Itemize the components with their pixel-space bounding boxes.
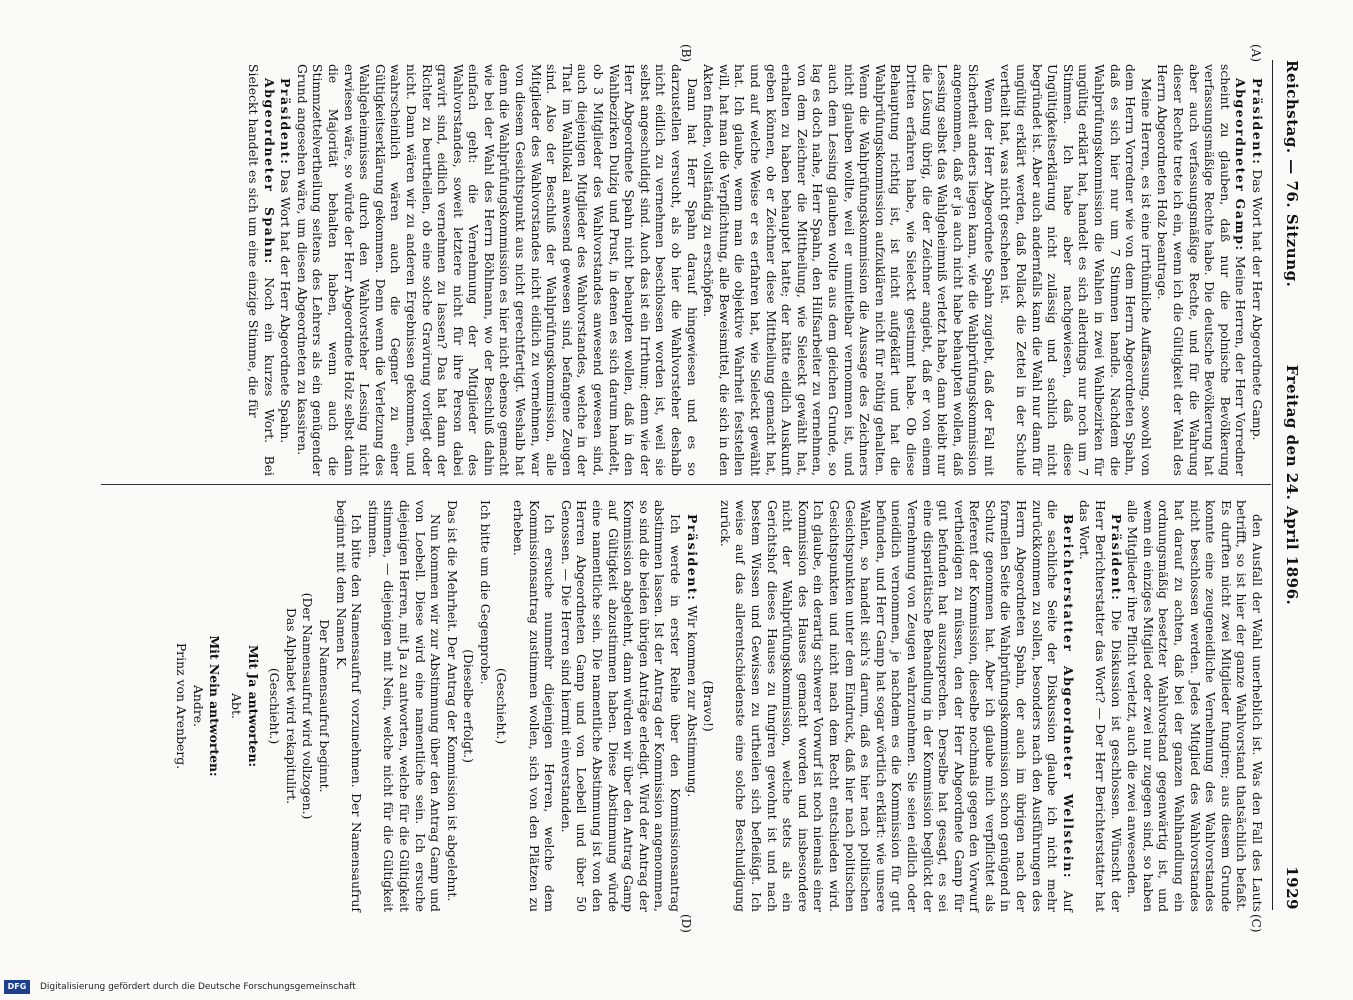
paragraph-text: (Geschieht.) — [494, 667, 510, 745]
header-date: Freitag den 24. April 1896. — [1283, 364, 1301, 606]
speaker-name: Präsident: — [1108, 514, 1124, 602]
paragraph-text: Nun kommen wir zur Abstimmung über den Antrag Gamp und von Loebell. Diese wird eine namentliche sein. Ich ersuche diejenigen Herren, mit Ja zu antworten, welche für die Gültigkeit stimmen, — diejenigen mit Nein, welche nicht für die Gültigkeit stimmen. — [365, 500, 444, 912]
member-name: Prinz von Arenberg. — [174, 642, 190, 770]
paragraph — [365, 500, 443, 912]
paragraph — [494, 500, 510, 912]
paragraph-text: Wir kommen zur Abstimmung. — [684, 601, 700, 798]
left-column — [244, 64, 1265, 476]
paragraph — [1125, 500, 1265, 912]
paragraph-text: Auf die sachliche Seite der Diskussion glaube ich nicht mehr zurückkommen zu sollen, besonders nach den Ausführungen des Herrn Abgeordneten Spahn, der auch im übrigen nach der formellen Seite die Wahlprüfungskommission schon genügend in Schutz genommen hat. Aber ich glaube mich verpflichtet als Referent der Kommission, dieselbe nochmals gegen den Vorwurf vertheidigen zu müssen, den der Herr Abgeordnete Gamp für gut befunden hat auszusprechen. Derselbe hat gesagt, es sei eine disparitätische Behandlung in der Kommission beglückt der Vernehmung von Zeugen wahrzunehmen. Sie seien eidlich oder uneidlich vernommen, je nachdem es die Kommission für gut befunden, und Herr Gamp hat sogar wörtlich erklärt: wie unsere Wahlen, so handelt sich's darum, daß es hier nach politischen Gesichtspunkten unter dem Eindruck, daß hier nach politischen Gesichtspunkten und nicht nach dem Recht entschieden wird. Ich glaube, ein derartig schwerer Vorwurf ist noch niemals einer Kommission des Hauses gemacht worden und insbesondere nicht der Wahlprüfungskommission, welche stets als ein Gerichtshof dieses Hauses zu fungiren gewohnt ist und nach bestem Wissen und Gewissen zu urtheilen sich befleißigt. Ich weise auf das allerentschiedenste eine solche Beschuldigung zurück. — [717, 500, 1076, 913]
speaker-name: Präsident: — [278, 78, 294, 166]
paragraph-text: Das Alphabet wird rekapitulirt. — [283, 607, 299, 805]
nein-names-list — [174, 500, 206, 912]
paragraph — [1155, 64, 1249, 476]
paragraph — [558, 500, 683, 912]
paragraph — [316, 500, 332, 912]
paragraph — [444, 500, 460, 912]
paragraph — [333, 500, 364, 912]
paragraph-text: den Ausfall der Wahl unerheblich ist. Was den Fall des Lauts betrifft, so ist hier der ganze Wahlvorstand thatsächlich befaßt. Es durften nicht zwei Mitglieder fungiren; aus diesem Grunde konnte eine zeugeneidliche Vernehmung des Wahlvorstandes nicht beschlossen werden. Jedes Mitglied des Wahlvorstandes hat darauf zu achten, daß bei der ganzen Wahlhandlung ein ordnungsmäßig besetzter Wahlvorstand gegenwärtig ist, und wenn ein einziges Mitglied oder zwei nur zugegen sind, so haben alle Mitglieder ihre Pflicht verletzt, auch die zwei anwesenden. — [1125, 500, 1265, 912]
paragraph-text: (Dieselbe erfolgt.) — [461, 649, 477, 763]
paragraph — [717, 500, 1076, 912]
paragraph-text: Meine Herren, es ist eine irrthümliche Auffassung, sowohl von dem Herrn Vorredner wie von dem Herrn Abgeordneten Spahn, daß es sich hier nur um 7 Stimmen handle. Nachdem die Wahlprüfungskommission die Wahlen in zwei Wahlbezirken für ungültig erklärt hat, handelt es sich allerdings nur noch um 7 Stimmen. Ich habe aber nachgewiesen, daß diese Ungültigkeitserklärung nicht zulässig und sachlich nicht begründet ist. Aber auch andernfalls kann die Wahl nur dann für ungültig erklärt werden, daß Pollack die Zettel in der Schule vertheilt hat, was nicht geschehen ist. — [998, 64, 1154, 476]
header-left: Reichstag. — 76. Sitzung. — [1283, 60, 1301, 288]
paragraph — [701, 500, 717, 912]
margin-marker-c: (C) — [1249, 914, 1263, 933]
page-header — [1275, 60, 1301, 910]
paragraph — [245, 64, 276, 476]
paragraph-text: Ich bitte um die Gegenprobe. — [477, 500, 493, 685]
right-column — [173, 500, 1265, 912]
speaker-name: Abgeordneter Spahn: — [261, 78, 277, 265]
ja-vote-title: Mit Ja antworten: — [245, 644, 261, 768]
paragraph — [1077, 500, 1124, 912]
paragraph — [1249, 64, 1265, 476]
paragraph — [511, 500, 558, 912]
paragraph — [461, 500, 477, 912]
dfg-logo: DFG — [4, 980, 30, 994]
member-name: Abt. — [229, 693, 244, 719]
ja-names-list — [228, 500, 244, 912]
paragraph-text: (Geschieht.) — [267, 667, 283, 745]
nein-vote-title: Mit Nein antworten: — [207, 635, 223, 777]
paragraph — [267, 500, 283, 912]
header-rule — [1272, 60, 1273, 910]
paragraph-text: Noch ein kurzes Wort. Bei Sieleckt handelt es sich um eine einzige Stimme, die für — [246, 64, 277, 476]
paragraph — [278, 64, 294, 476]
paragraph-text: Die Diskussion ist geschlossen. Wünscht der Herr Berichterstatter das Wort? — Der Herr Berichterstatter hat das Wort. — [1077, 500, 1124, 912]
margin-marker-d: (D) — [679, 914, 693, 933]
paragraph — [477, 500, 493, 912]
column-separator — [101, 484, 1271, 485]
paragraph-text: Ich bitte den Namensaufruf vorzunehmen. Der Namensaufruf beginnt mit dem Namen K. — [333, 500, 365, 912]
paragraph-text: Das ist die Mehrheit. Der Antrag der Kommission ist abgelehnt. — [444, 500, 460, 902]
speaker-name: Abgeordneter Gamp: — [1233, 78, 1249, 252]
digitization-note: Digitalisierung gefördert durch die Deutsche Forschungsgemeinschaft — [40, 982, 356, 992]
page-number: 1929 — [1283, 866, 1301, 910]
speaker-name: Berichterstatter Abgeordneter Wellstein: — [1060, 514, 1076, 879]
paragraph-text: Dann hat Herr Spahn darauf hingewiesen und es so darzustellen versucht, als ob hier die Wahlvorsteher deshalb nicht eidlich zu vernehmen beschlossen worden ist, weil sie selbst angeschuldigt sind. Auch das ist ein Irrthum; denn wie der Herr Abgeordnete Spahn nicht behaupten wollen, daß in den Wahlbezirken Dulzig und Prust, in denen es sich darum handelt, ob 3 Mitglieder des Wahlvorstandes anwesend gewesen sind, auch diejenigen Mitglieder des Wahlvorstandes, welche in der That im Wahllokal anwesend gewesen sind, befangene Zeugen sind. Also der Beschluß der Wahlprüfungskommission, alle Mitglieder des Wahlvorstandes nicht eidlich zu vernehmen, war von diesem Gesichtspunkt aus nicht gerechtfertigt. Weshalb hat denn die Wahlprüfungskommission es hier nicht ebenso gemacht wie bei der Wahl des Herrn Böhlmann, wo der Beschluß dahin einfach geht: die Vernehmung der Mitglieder des Wahlvorstandes, soweit letztere nicht für ihre Person dabei gravirt sind, eidlich vernehmen zu lassen? Das hat dann der Richter zu beurtheilen, ob eine solche Gravirung vorliegt oder nicht. Dann wären wir zu anderen Ergebnissen gekommen, und wahrscheinlich wären auch die Gegner zu einer Gültigkeitserklärung gekommen. Denn wenn die Verletzung des Wahlgeheimnisses durch den Wahlvorsteher Lessing nicht erwiesen wäre, so würde der Herr Abgeordnete Holz selbst dann die Majorität behalten haben, wenn auch die Stimmzettelvertheilung seitens des Lehrers als ein genügender Grund angesehen wäre, um diesen Abgeordneten zu kassiren. — [294, 64, 700, 476]
member-name: Andre. — [190, 684, 206, 728]
paragraph-text: Der Namensaufruf beginnt. — [316, 619, 332, 793]
paragraph — [701, 64, 997, 476]
paragraph-text: Ich ersuche nunmehr diejenigen Herren, welche dem Kommissionsantrag zustimmen wollen, sich von den Plätzen zu erheben. — [511, 500, 558, 912]
paragraph-text: Das Wort hat der Herr Abgeordnete Gamp. — [1250, 165, 1265, 441]
paragraph-text: (Der Namensaufruf wird vollzogen.) — [300, 592, 316, 820]
margin-marker-a: (A) — [1249, 44, 1263, 63]
paragraph — [294, 64, 699, 476]
speaker-name: Präsident: — [1250, 78, 1265, 166]
paragraph-text: Meine Herren, der Herr Vorredner scheint zu glauben, daß nur die polnische Bevölkerung verfassungsmäßige Rechte habe. Die deutsche Bevölkerung hat aber auch verfassungsmäßige Rechte, und für die Wahrung dieser Rechte trete ich ein, wenn ich die Gültigkeit der Wahl des Herrn Abgeordneten Holz beantrage. — [1155, 64, 1249, 476]
paragraph — [283, 500, 299, 912]
right-column-body — [267, 500, 1265, 912]
speaker-name: Präsident: — [684, 514, 700, 602]
margin-marker-b: (B) — [679, 44, 693, 63]
paragraph-text: Wenn der Herr Abgeordnete Spahn zugiebt, daß der Fall mit Sicherheit anders liegen kann, wie die Wahlprüfungskommission angenommen, daß er ja auch nicht habe behaupten wollen, daß Lessing selbst das Wahlgeheimniß verletzt habe, dann bleibt nur die Lösung übrig, die der Zeichner angiebt, daß er von einem Dritten erfahren habe, wie Sieleckt gestimmt habe. Ob diese Behauptung richtig ist, ist nicht aufgeklärt und hat die Wahlprüfungskommission aufzuklären nicht für nöthig gehalten. Wenn die Wahlprüfungskommission die Aussage des Zeichners nicht glauben wollte, weil er unmittelbar vernommen ist, und auch dem Lessing glauben wollte aus dem gleichen Grunde, so lag es doch nahe, Herr Spahn, den Hilfsarbeiter zu vernehmen, von dem Zeichner die Mittheilung, wie Sieleckt gewählt hat, erhalten zu haben behauptet hatte; der hätte eidlich Auskunft geben können, ob er Zeichner diese Mittheilung gemacht hat, und auf welche Weise er es erfahren hat, wie Sieleckt gewählt hat. Ich glaube, wenn man die objektive Wahrheit feststellen will, hat man die Verpflichtung, alle Beweismittel, die sich in den Akten finden, vollständig zu erschöpfen. — [701, 64, 997, 476]
paragraph — [300, 500, 316, 912]
paragraph-text: Das Wort hat der Herr Abgeordnete Spahn. — [278, 165, 294, 444]
paragraph-text: Ich werde in erster Reihe über den Kommissionsantrag abstimmen lassen. Ist der Antrag der Kommission angenommen, so sind die beiden übrigen Anträge erledigt. Wird der Antrag der Kommission abgelehnt, dann würden wir über den Antrag Gamp auf Gültigkeit abzustimmen haben. Diese Abstimmung würde eine namentliche sein. Die namentliche Abstimmung ist von den Herren Abgeordneten Gamp und von Loebell und über 50 Genossen. — Die Herren sind hiermit einverstanden. — [558, 500, 684, 912]
paragraph — [998, 64, 1154, 476]
paragraph — [684, 500, 700, 912]
paragraph-text: (Bravo!) — [701, 680, 717, 732]
